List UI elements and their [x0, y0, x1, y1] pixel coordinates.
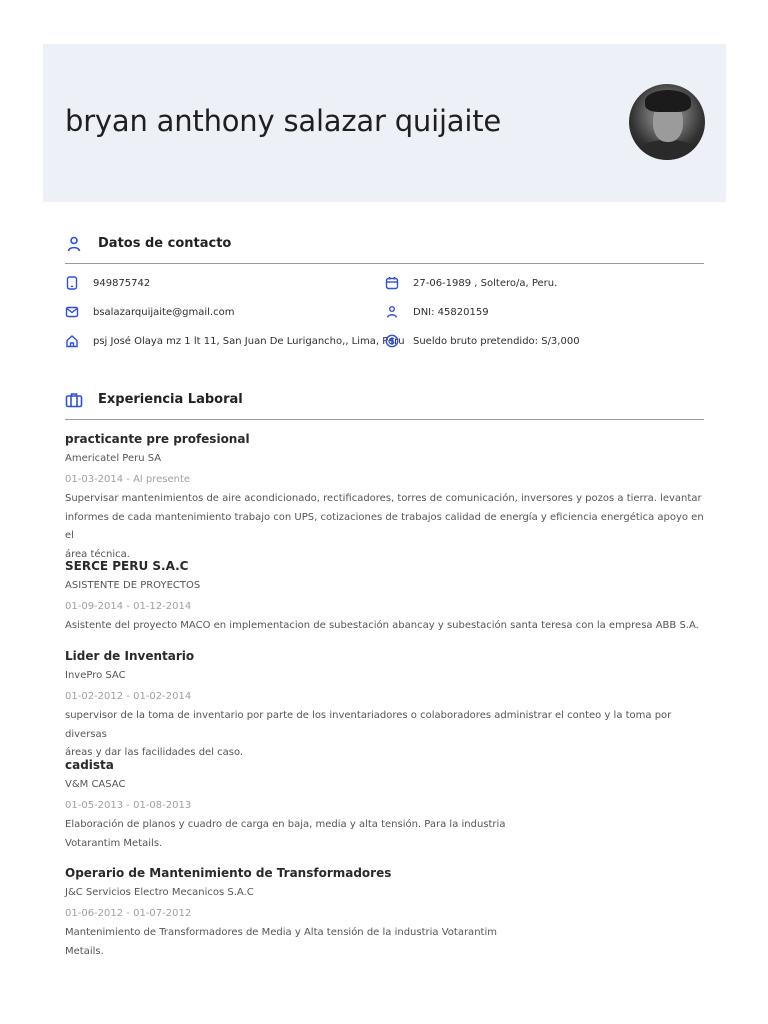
experience-section-header	[65, 392, 704, 420]
job-description: Mantenimiento de Transformadores de Media y Alta tensión de la industria Votarantim Metails.	[65, 927, 497, 957]
job-entry	[65, 646, 705, 763]
email-icon	[65, 305, 79, 319]
profile-photo	[629, 84, 705, 160]
job-dates: 01-03-2014 - Al presente	[65, 474, 191, 485]
resume-header	[43, 44, 726, 202]
job-description: Asistente del proyecto MACO en implementacion de subestación abancay y subestación santa teresa con la empresa ABB S.A.	[65, 620, 699, 631]
contact-section-title: Datos de contacto	[98, 236, 232, 251]
person-icon	[65, 235, 83, 253]
job-description: supervisor de la toma de inventario por parte de los inventariadores o colaboradores administrar el conteo y la toma por diversas áreas y dar las facilidades del caso.	[65, 710, 672, 758]
contact-email: bsalazarquijaite@gmail.com	[65, 306, 375, 320]
contact-address: psj José Olaya mz 1 lt 11, San Juan De Lurigancho,, Lima, Peru	[65, 335, 385, 349]
contact-birth: 27-06-1989 , Soltero/a, Peru.	[385, 277, 705, 291]
job-company: ASISTENTE DE PROYECTOS	[65, 580, 201, 591]
job-description: Elaboración de planos y cuadro de carga en baja, media y alta tensión. Para la industria Votarantim Metails.	[65, 819, 506, 849]
calendar-icon	[385, 276, 399, 290]
job-entry	[65, 429, 705, 564]
contact-dni: DNI: 45820159	[385, 306, 705, 320]
phone-icon	[65, 276, 79, 290]
job-dates: 01-05-2013 - 01-08-2013	[65, 800, 192, 811]
candidate-name: bryan anthony salazar quijaite	[65, 104, 502, 138]
job-title: Operario de Mantenimiento de Transformadores	[65, 866, 392, 880]
job-title: practicante pre profesional	[65, 432, 250, 446]
job-company: InvePro SAC	[65, 670, 126, 681]
experience-section-title: Experiencia Laboral	[98, 392, 243, 407]
job-entry	[65, 556, 705, 636]
job-dates: 01-02-2012 - 01-02-2014	[65, 691, 192, 702]
home-icon	[65, 334, 79, 348]
job-title: Lider de Inventario	[65, 649, 195, 663]
job-dates: 01-06-2012 - 01-07-2012	[65, 908, 192, 919]
briefcase-icon	[65, 391, 83, 409]
job-entry	[65, 755, 705, 853]
job-title: SERCE PERU S.A.C	[65, 559, 189, 573]
job-company: V&M CASAC	[65, 779, 126, 790]
contact-salary: Sueldo bruto pretendido: S/3,000	[385, 335, 705, 349]
job-company: J&C Servicios Electro Mecanicos S.A.C	[65, 887, 254, 898]
job-entry	[65, 863, 705, 961]
job-company: Americatel Peru SA	[65, 453, 162, 464]
job-title: cadista	[65, 758, 114, 772]
contact-phone: 949875742	[65, 277, 375, 291]
id-person-icon	[385, 305, 399, 319]
contact-section-header	[65, 236, 704, 264]
job-dates: 01-09-2014 - 01-12-2014	[65, 601, 192, 612]
job-description: Supervisar mantenimientos de aire acondicionado, rectificadores, torres de comunicación, inversores y pozos a tierra. levantar informes de cada mantenimiento trabajo con UPS, cotizaciones de trabajos calidad de energía y eficiencia energética apoyo en el área técnica.	[65, 493, 704, 560]
money-icon	[385, 334, 399, 348]
